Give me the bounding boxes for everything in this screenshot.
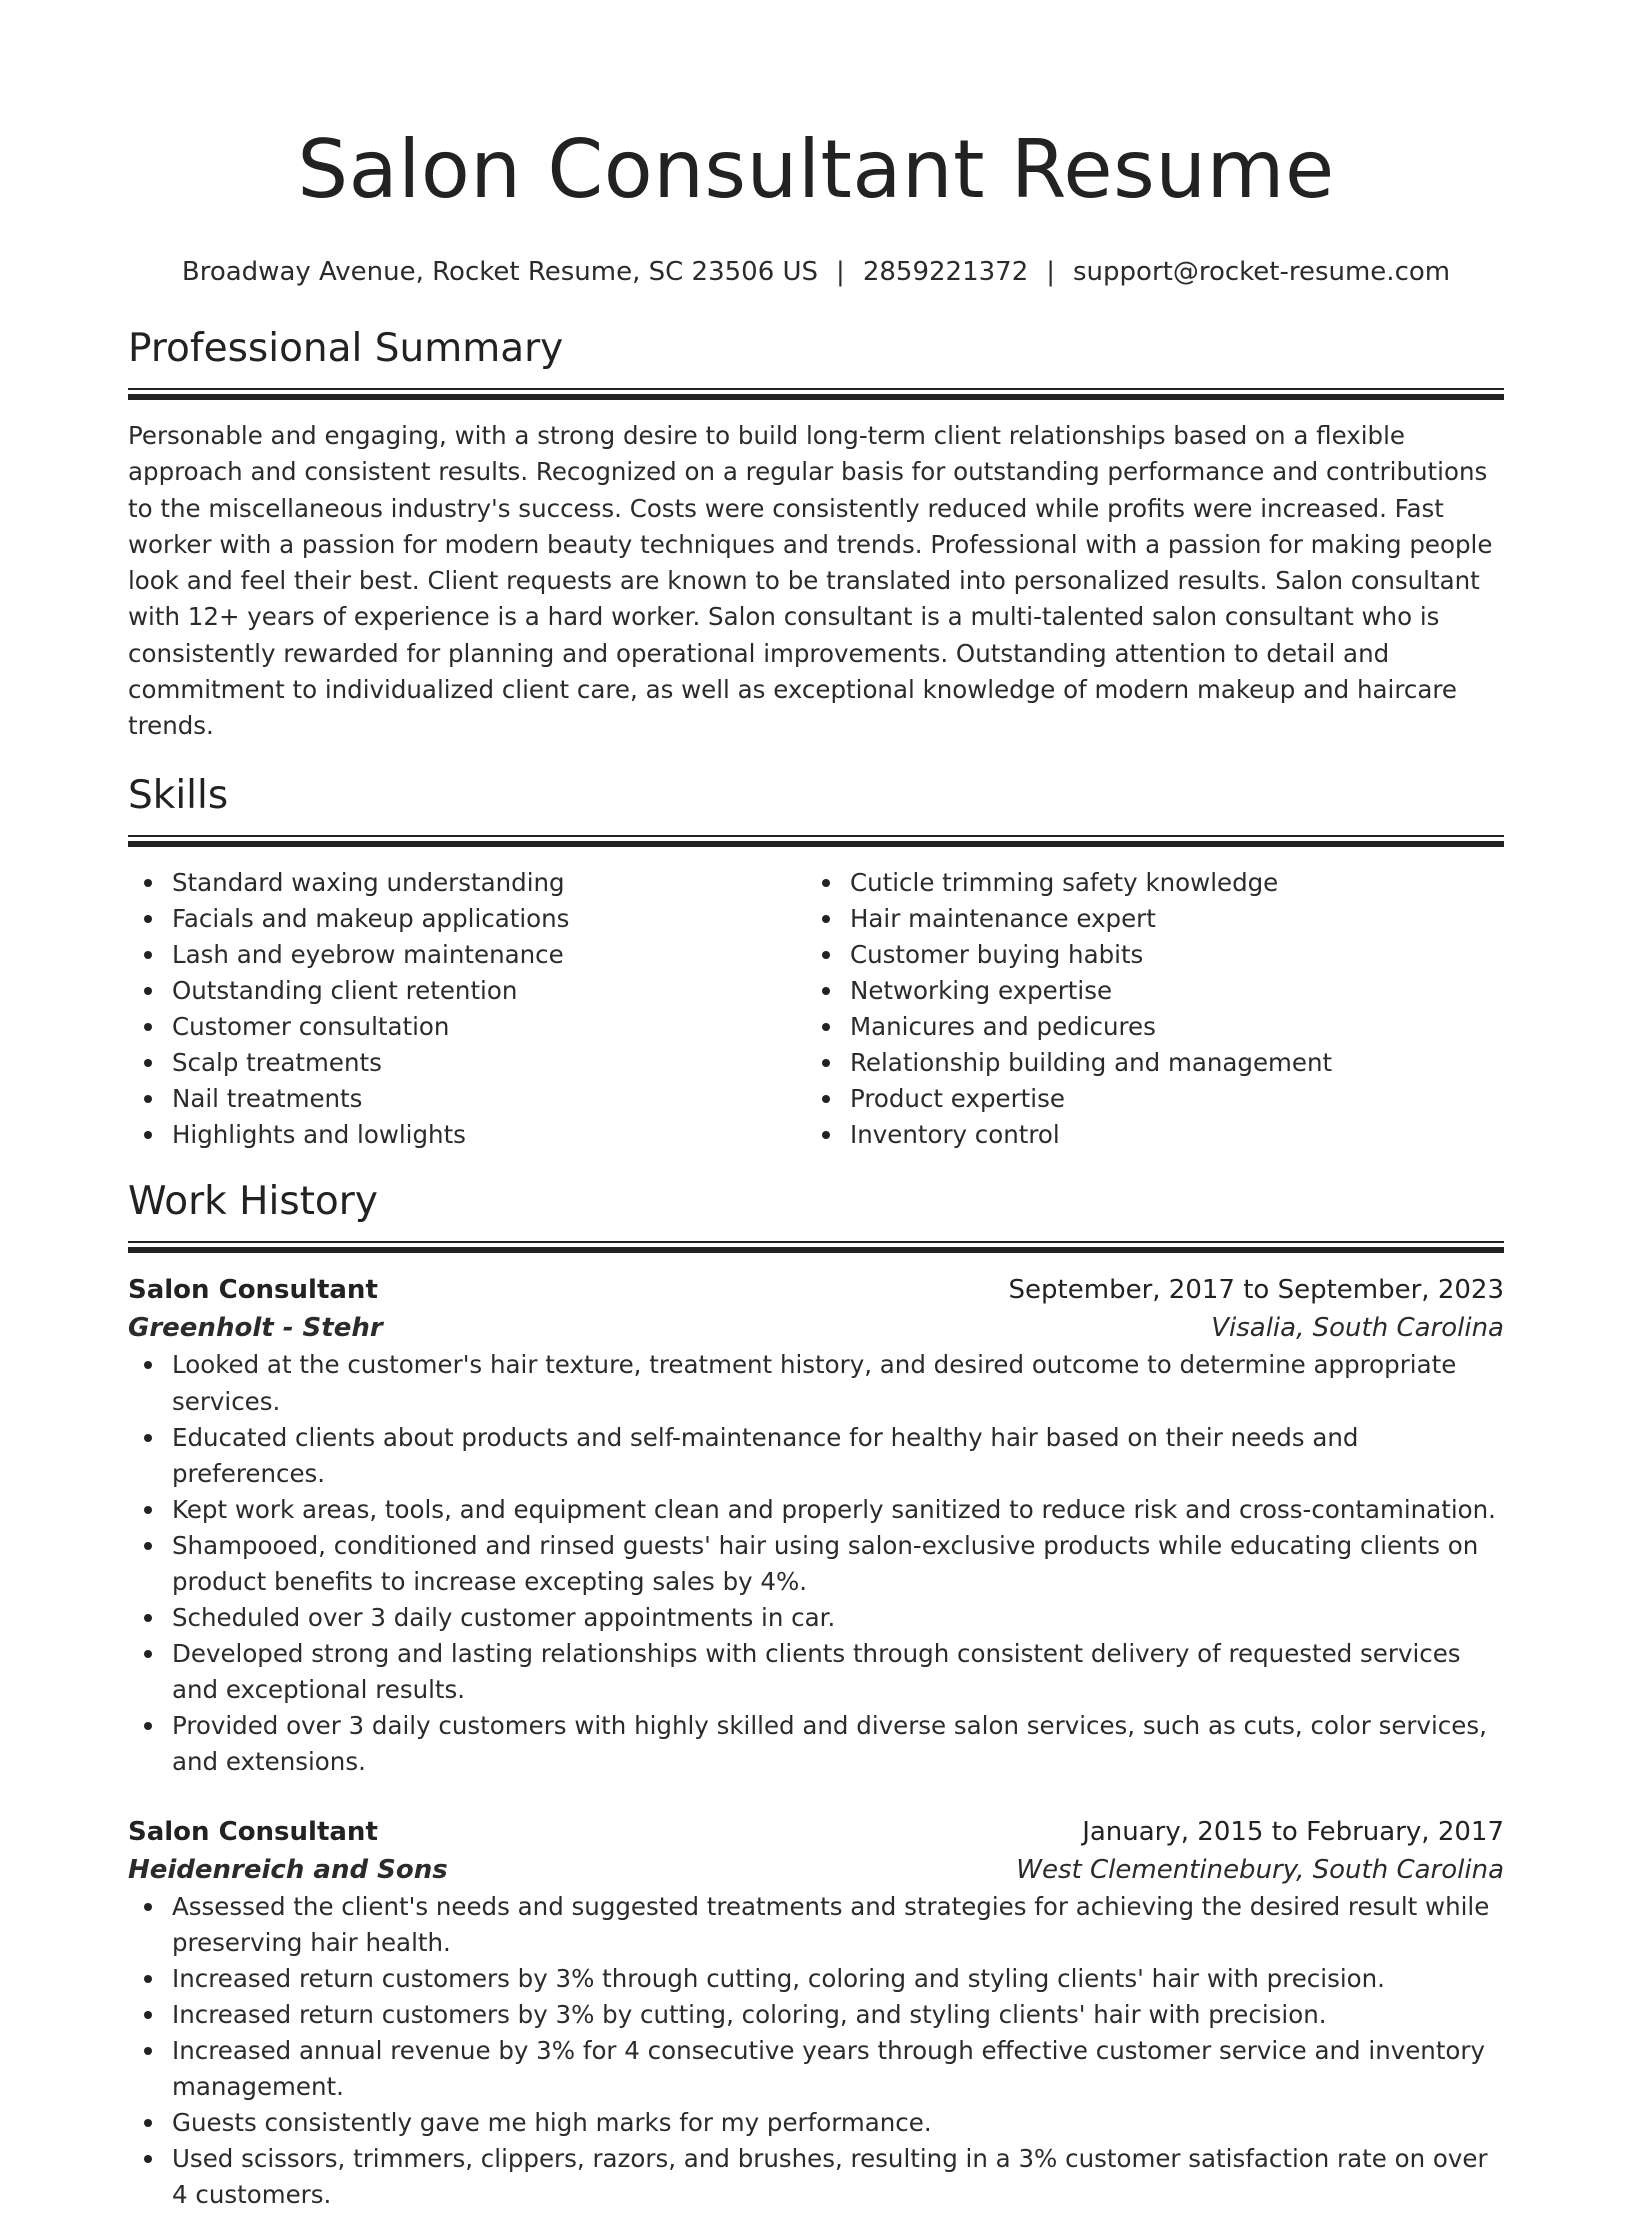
job-dates: September, 2017 to September, 2023 [1008, 1275, 1504, 1306]
resume-title: Salon Consultant Resume [297, 123, 1335, 216]
skill-item: Customer consultation [128, 1009, 806, 1045]
skill-item: Lash and eyebrow maintenance [128, 937, 806, 973]
job-bullet: Looked at the customer's hair texture, treatment history, and desired outcome to determine appropriate services. [128, 1347, 1504, 1419]
skill-item: Facials and makeup applications [128, 901, 806, 937]
skills-section [128, 771, 1504, 1154]
summary-text: Personable and engaging, with a strong desire to build long-term client relationships based on a flexible approach and consistent results. Recognized on a regular basis for outstanding performance and contributions to the miscellaneous industry's success. Costs were consistently reduced while profits were increased. Fast worker with a passion for modern beauty techniques and trends. Professional with a passion for making people look and feel their best. Client requests are known to be translated into personalized results. Salon consultant with 12+ years of experience is a hard worker. Salon consultant is a multi-talented salon consultant who is consistently rewarded for planning and operational improvements. Outstanding attention to detail and commitment to individualized client care, as well as exceptional knowledge of modern makeup and haircare trends. [128, 421, 1493, 741]
job-title: Salon Consultant [128, 1275, 378, 1306]
section-divider [128, 388, 1504, 400]
job-header [128, 1813, 1504, 1851]
job-subheader [128, 1851, 1504, 1889]
skill-item: Scalp treatments [128, 1045, 806, 1081]
skills-right-column [806, 865, 1332, 1154]
contact-separator: | [1046, 257, 1055, 287]
job-bullet: Educated clients about products and self-maintenance for healthy hair based on their needs and preferences. [128, 1420, 1504, 1492]
job-subheader [128, 1309, 1504, 1347]
job-bullet: Increased return customers by 3% through cutting, coloring and styling clients' hair with precision. [128, 1961, 1504, 1997]
skill-item: Highlights and lowlights [128, 1117, 806, 1153]
skills-left-column [128, 865, 806, 1154]
skill-item: Manicures and pedicures [806, 1009, 1332, 1045]
skill-item: Inventory control [806, 1117, 1332, 1153]
contact-phone: 2859221372 [862, 257, 1029, 287]
job-company: Heidenreich and Sons [128, 1854, 448, 1885]
skill-item: Outstanding client retention [128, 973, 806, 1009]
work-history-section [128, 1177, 1504, 2213]
contact-line [128, 254, 1504, 290]
contact-address: Broadway Avenue, Rocket Resume, SC 23506 US [181, 257, 819, 287]
job-bullet: Developed strong and lasting relationships with clients through consistent delivery of requested services and exceptional results. [128, 1636, 1504, 1708]
job-location: West Clementinebury, South Carolina [1016, 1854, 1504, 1885]
work-history-heading: Work History [128, 1179, 378, 1225]
contact-separator: | [836, 257, 845, 287]
skills-columns [128, 865, 1504, 1154]
skill-item: Relationship building and management [806, 1045, 1332, 1081]
skill-item: Cuticle trimming safety knowledge [806, 865, 1332, 901]
skill-item: Nail treatments [128, 1081, 806, 1117]
job-bullets [128, 1889, 1504, 2213]
skill-item: Standard waxing understanding [128, 865, 806, 901]
job-bullet: Kept work areas, tools, and equipment clean and properly sanitized to reduce risk and cross-contamination. [128, 1492, 1504, 1528]
job-bullet: Increased annual revenue by 3% for 4 consecutive years through effective customer service and inventory management. [128, 2033, 1504, 2105]
skills-heading: Skills [128, 772, 229, 818]
job-bullet: Used scissors, trimmers, clippers, razors, and brushes, resulting in a 3% customer satisfaction rate on over 4 customers. [128, 2141, 1504, 2213]
job-entry [128, 1813, 1504, 2213]
job-bullet: Increased return customers by 3% by cutting, coloring, and styling clients' hair with precision. [128, 1997, 1504, 2033]
job-entry [128, 1271, 1504, 1780]
skill-item: Hair maintenance expert [806, 901, 1332, 937]
summary-section [128, 324, 1504, 745]
skill-item: Customer buying habits [806, 937, 1332, 973]
job-dates: January, 2015 to February, 2017 [1082, 1816, 1504, 1847]
contact-email: support@rocket-resume.com [1073, 257, 1451, 287]
summary-heading: Professional Summary [128, 326, 564, 371]
skill-item: Product expertise [806, 1081, 1332, 1117]
section-divider [128, 1241, 1504, 1253]
job-bullet: Guests consistently gave me high marks for my performance. [128, 2105, 1504, 2141]
job-bullet: Scheduled over 3 daily customer appointments in car. [128, 1600, 1504, 1636]
job-bullet: Shampooed, conditioned and rinsed guests' hair using salon-exclusive products while educating clients on product benefits to increase excepting sales by 4%. [128, 1528, 1504, 1600]
job-bullet: Provided over 3 daily customers with highly skilled and diverse salon services, such as cuts, color services, and extensions. [128, 1708, 1504, 1780]
job-bullets [128, 1347, 1504, 1780]
skill-item: Networking expertise [806, 973, 1332, 1009]
job-header [128, 1271, 1504, 1309]
job-title: Salon Consultant [128, 1816, 378, 1847]
section-divider [128, 835, 1504, 847]
job-company: Greenholt - Stehr [128, 1313, 383, 1344]
job-bullet: Assessed the client's needs and suggested treatments and strategies for achieving the desired result while preserving hair health. [128, 1889, 1504, 1961]
job-location: Visalia, South Carolina [1211, 1313, 1504, 1344]
